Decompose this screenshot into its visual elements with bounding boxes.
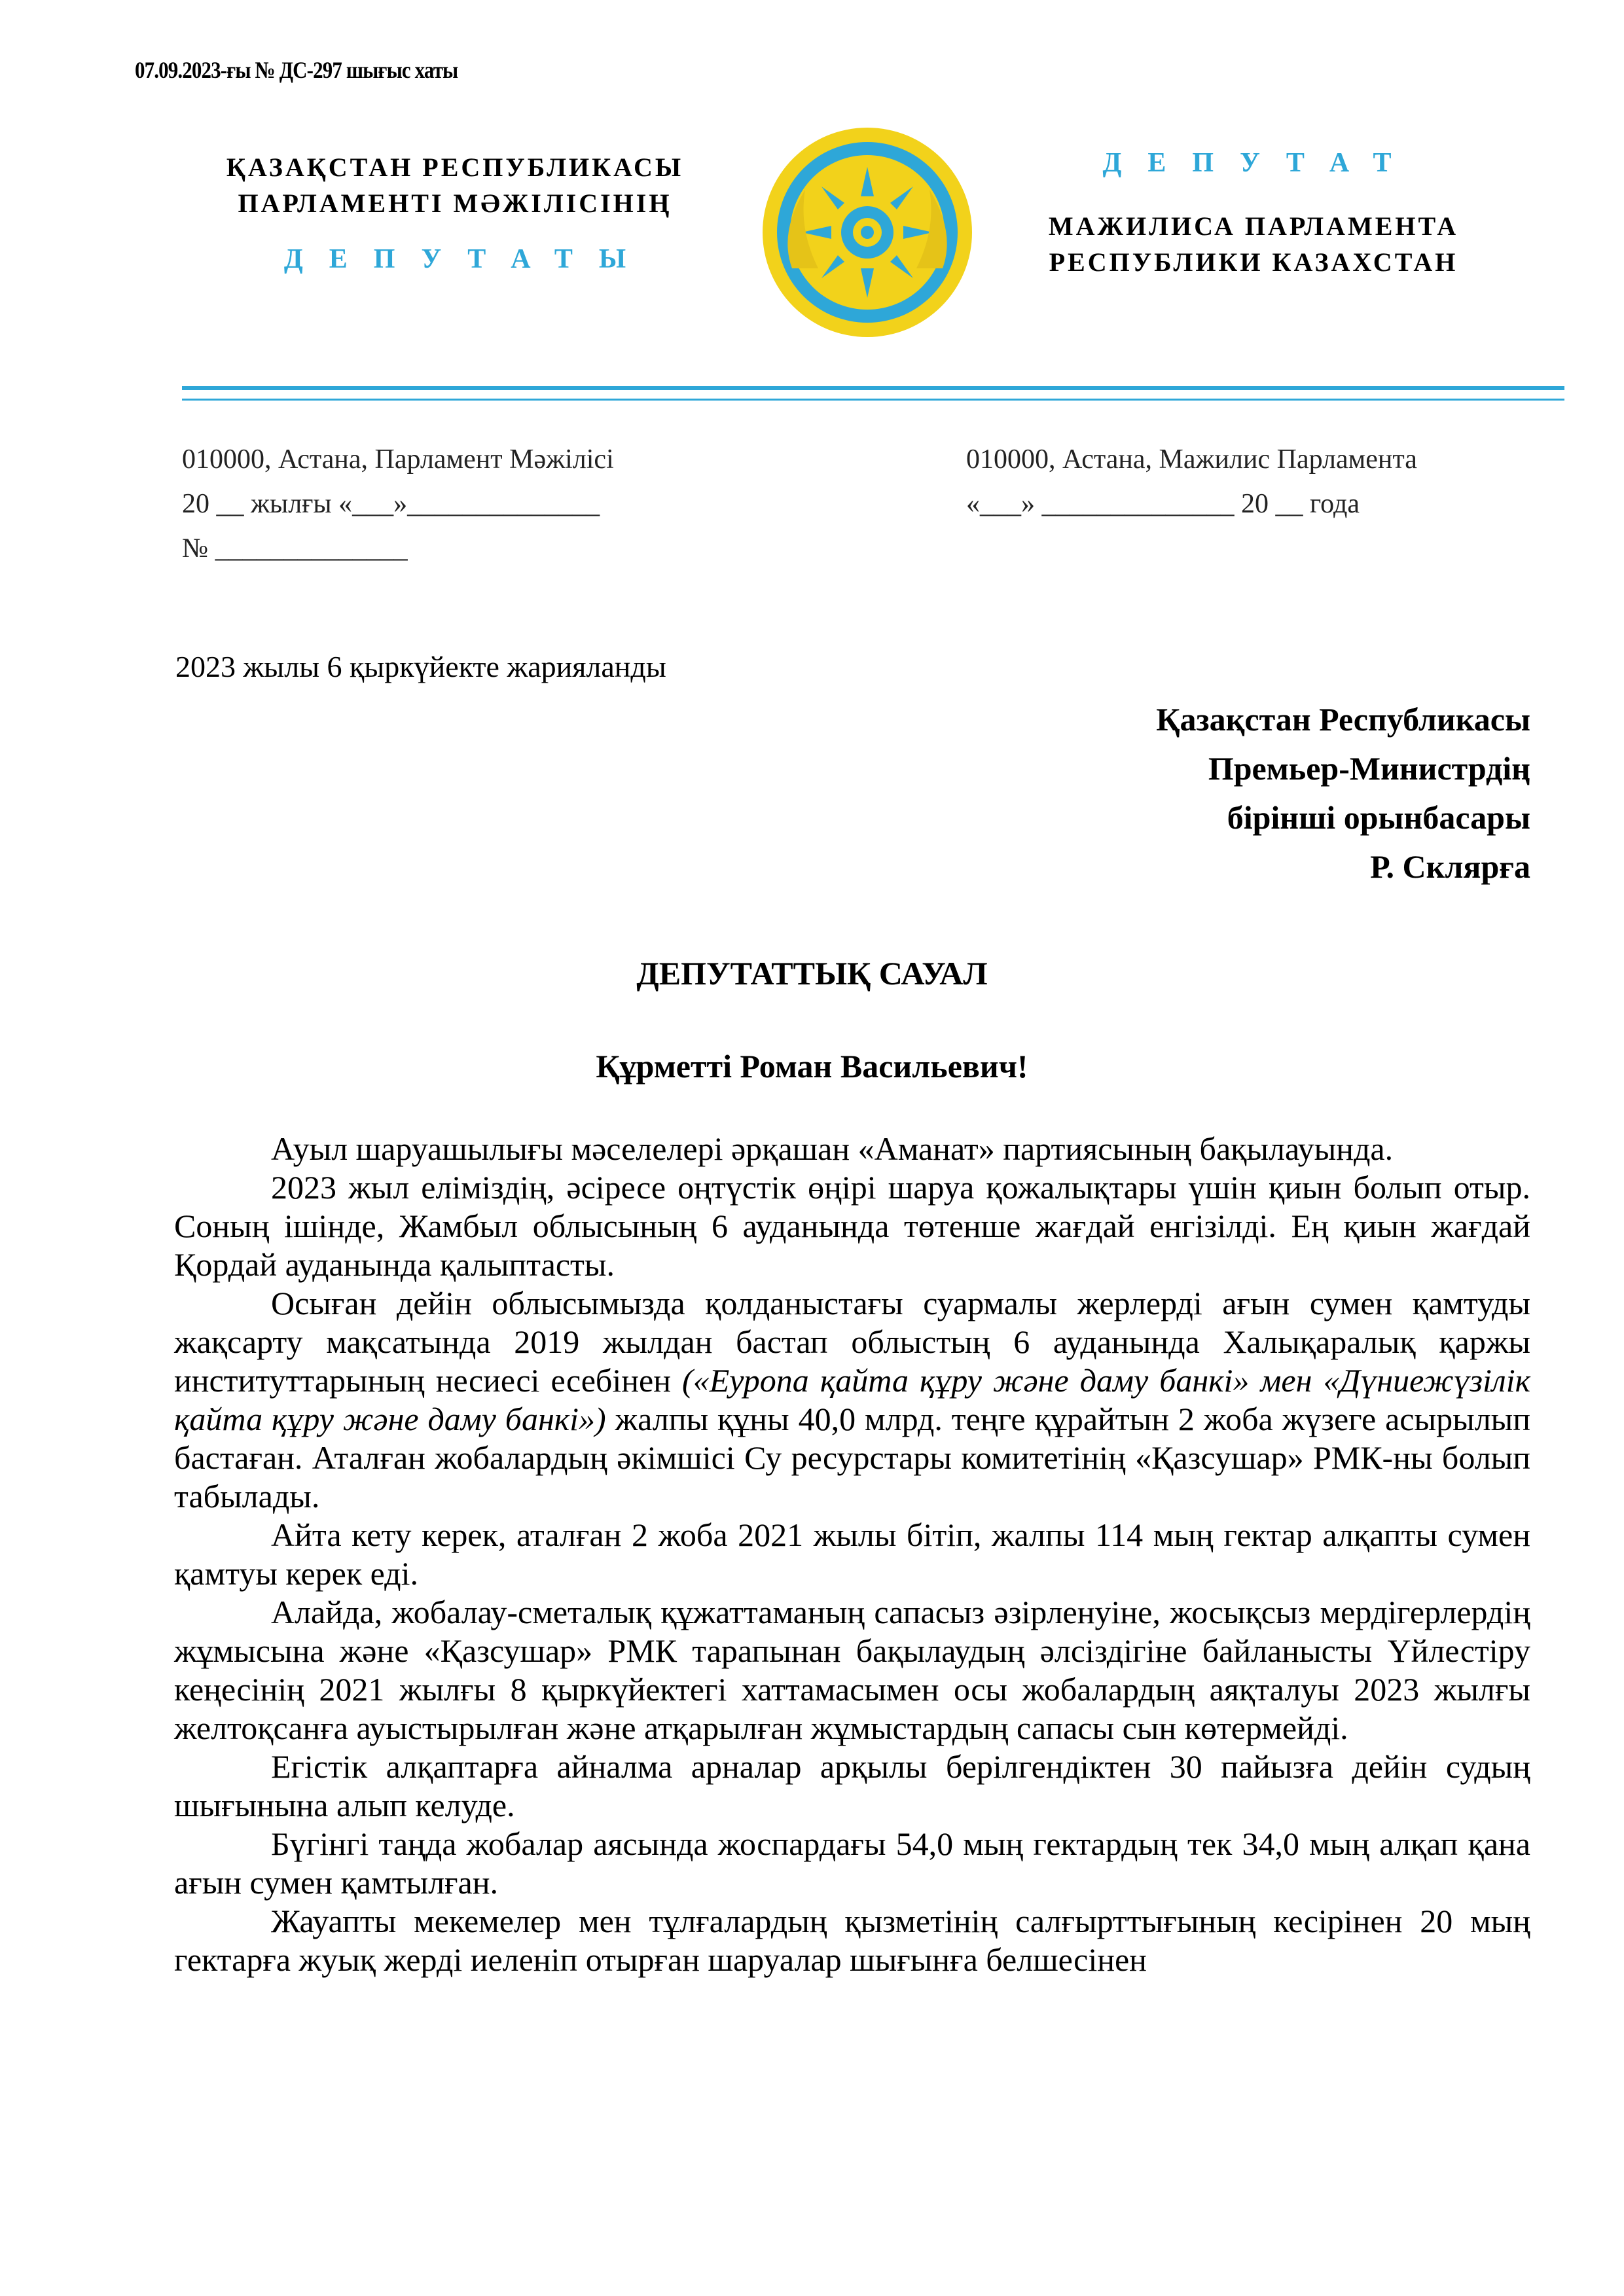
letterhead-right-line2: РЕСПУБЛИКИ КАЗАХСТАН bbox=[1049, 247, 1458, 277]
body-paragraph-3-banks: («Еуропа қайта құру және даму банкі» мен «Дүниежүзілік қайта құру және даму банкі») bbox=[174, 1362, 1531, 1437]
address-block-russian bbox=[966, 437, 1417, 526]
greeting: Құрметті Роман Васильевич! bbox=[596, 1048, 1028, 1085]
body-paragraph-3-start: Осыған дейін облысымызда қолданыстағы суармалы жерлерді ағын сумен қамтуды жақсарту мақсатында 2019 жылдан бастап облыстың 6 ауданында Халықаралық қаржы институттарының несиесі есебінен bbox=[174, 1285, 1530, 1399]
recipient-block bbox=[1156, 695, 1530, 891]
state-emblem-icon bbox=[753, 118, 982, 347]
address-right-line1: 010000, Астана, Мажилис Парламента bbox=[966, 444, 1417, 475]
body-paragraph-2: 2023 жыл еліміздің, әсіресе оңтүстік өңірі шаруа қожалықтары үшін қиын болып отыр. Соның ішінде, Жамбыл облысының 6 ауданында төтенше жағдай енгізілді. Ең қиын жағдай Қордай ауданында қалыптасты. bbox=[174, 1169, 1530, 1283]
recipient-line3: бірінші орынбасары bbox=[1227, 799, 1530, 836]
body-paragraph-1: Ауыл шаруашылығы мәселелері әрқашан «Аманат» партиясының бақылауында. bbox=[271, 1130, 1394, 1167]
body-paragraph-4: Айта кету керек, аталған 2 жоба 2021 жылы бітіп, жалпы 114 мың гектар алқапты сумен қамтуы керек еді. bbox=[174, 1516, 1530, 1592]
recipient-line2: Премьер-Министрдің bbox=[1208, 750, 1530, 787]
letterhead-left-line2: ПАРЛАМЕНТІ МӘЖІЛІСІНІҢ bbox=[238, 188, 672, 218]
address-left-line1: 010000, Астана, Парламент Мәжілісі bbox=[182, 444, 614, 475]
letterhead-right-title: ДЕПУТАТ bbox=[1102, 148, 1418, 178]
body-paragraph-3 bbox=[174, 1284, 1530, 1516]
address-left-line3: № ______________ bbox=[182, 533, 408, 564]
publication-date: 2023 жылы 6 қыркүйекте жарияланды bbox=[175, 650, 666, 683]
recipient-line4: Р. Склярға bbox=[1370, 848, 1530, 885]
address-block-kazakh bbox=[182, 437, 614, 571]
body-paragraph-8: Жауапты мекемелер мен тұлғалардың қызметінің салғырттығының кесірінен 20 мың гектарға жуық жерді иеленіп отырған шаруалар шығынға белшесінен bbox=[174, 1903, 1530, 1978]
letterhead-left-line1: ҚАЗАҚСТАН РЕСПУБЛИКАСЫ bbox=[226, 152, 684, 182]
address-right-line2: «___» ______________ 20 __ года bbox=[966, 489, 1360, 519]
address-left-line2: 20 __ жылғы «___»______________ bbox=[182, 489, 600, 519]
outgoing-number-stamp: 07.09.2023-ғы № ДС-297 шығыс хаты bbox=[135, 57, 458, 83]
letterhead-left-kazakh bbox=[180, 149, 730, 221]
body-paragraph-5: Алайда, жобалау-сметалық құжаттаманың сапасыз әзірленуіне, жосықсыз мердігерлердің жұмысына және «Қазсушар» РМК тарапынан бақылаудың әлсіздігіне байланысты Үйлестіру кеңесінің 2021 жылғы 8 қыркүйектегі хаттамасымен осы жобалардың аяқталуы 2023 жылғы желтоқсанға ауыстырылған және атқарылған жұмыстардың сапасы сын көтермейді. bbox=[174, 1594, 1530, 1746]
letterhead-divider-thick bbox=[182, 386, 1564, 390]
body-paragraph-3-end: жалпы құны 40,0 млрд. теңге құрайтын 2 жоба жүзеге асырылып бастаған. Аталған жобалардың әкімшісі Су ресурстары комитетінің «Қазсушар» РМК-ны болып табылады. bbox=[174, 1401, 1530, 1515]
letterhead-right-line1: МАЖИЛИСА ПАРЛАМЕНТА bbox=[1048, 211, 1459, 241]
body-paragraph-7: Бүгінгі таңда жобалар аясында жоспардағы 54,0 мың гектардың тек 34,0 мың алқап қана ағын сумен қамтылған. bbox=[174, 1825, 1530, 1901]
letterhead-left-title: ДЕПУТАТЫ bbox=[283, 244, 653, 274]
letterhead-divider-thin bbox=[182, 399, 1564, 401]
letter-body bbox=[174, 1130, 1530, 1979]
body-paragraph-6: Егістік алқаптарға айналма арналар арқылы берілгендіктен 30 пайызға дейін судың шығынына алып келуде. bbox=[174, 1748, 1530, 1823]
letterhead-right-russian bbox=[982, 208, 1525, 280]
recipient-line1: Қазақстан Республикасы bbox=[1156, 701, 1530, 738]
document-title: ДЕПУТАТТЫҚ САУАЛ bbox=[636, 955, 988, 992]
